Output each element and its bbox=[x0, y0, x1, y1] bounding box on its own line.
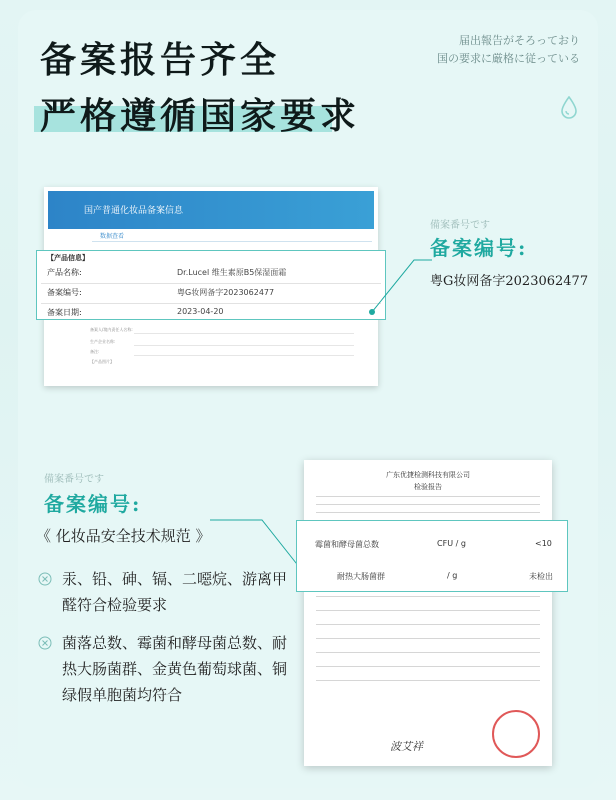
circle-x-icon bbox=[38, 572, 54, 588]
report-result: <10 bbox=[535, 539, 552, 548]
report-result: 未检出 bbox=[529, 572, 553, 581]
japanese-caption-1: 届出報告がそろっており bbox=[459, 34, 580, 47]
japanese-caption-2: 国の要求に厳格に従っている bbox=[437, 52, 580, 65]
bullet-heavy-metals: 汞、铅、砷、镉、二噁烷、游离甲醛符合检验要求 bbox=[62, 570, 288, 614]
page-subtitle: 严格遵循国家要求 bbox=[40, 95, 361, 137]
row-value: 粤G妆网备字2023062477 bbox=[177, 288, 275, 297]
red-seal bbox=[492, 710, 540, 758]
report-line bbox=[316, 504, 540, 505]
report-line bbox=[316, 680, 540, 681]
faint-row: 备案人/境内责任人名称: bbox=[90, 327, 133, 332]
row-value: Dr.Lucel 维生素原B5保湿面霜 bbox=[177, 268, 287, 277]
signature: 波艾祥 bbox=[390, 740, 423, 753]
report-note: 備案番号です bbox=[44, 474, 104, 485]
standard-title: 《 化妆品安全技术规范 》 bbox=[36, 527, 211, 545]
report-line bbox=[316, 652, 540, 653]
report-item: 霉菌和酵母菌总数 bbox=[315, 540, 379, 549]
record-note: 備案番号です bbox=[430, 220, 490, 231]
record-number: 粤G妆网备字2023062477 bbox=[430, 274, 589, 289]
report-line bbox=[316, 638, 540, 639]
faint-row: 生产企业名称: bbox=[90, 339, 116, 344]
report-item: 耐热大肠菌群 bbox=[337, 572, 385, 581]
report-line bbox=[316, 610, 540, 611]
report-company: 广东优捷检测科技有限公司 bbox=[386, 471, 470, 479]
report-heading: 备案编号: bbox=[44, 492, 142, 516]
page-title: 备案报告齐全 bbox=[40, 39, 281, 81]
report-line bbox=[316, 596, 540, 597]
section-label: 【产品信息】 bbox=[47, 254, 89, 262]
report-unit: CFU / g bbox=[437, 539, 466, 548]
report-unit: / g bbox=[447, 571, 458, 580]
faint-row: 备注: bbox=[90, 349, 100, 354]
record-heading: 备案编号: bbox=[430, 236, 528, 260]
report-line bbox=[316, 512, 540, 513]
report-highlight-box bbox=[296, 520, 568, 592]
report-title: 检验报告 bbox=[414, 483, 442, 491]
row-value: 2023-04-20 bbox=[177, 307, 224, 316]
circle-x-icon bbox=[38, 636, 54, 652]
tab-data-view: 数据查看 bbox=[100, 233, 125, 240]
row-label: 产品名称: bbox=[47, 268, 82, 277]
test-report-image bbox=[304, 460, 552, 766]
bullet-microbes: 菌落总数、霉菌和酵母菌总数、耐热大肠菌群、金黄色葡萄球菌、铜绿假单胞菌均符合 bbox=[62, 634, 288, 704]
report-line bbox=[316, 666, 540, 667]
row-label: 备案编号: bbox=[47, 288, 82, 297]
row-label: 备案日期: bbox=[47, 308, 82, 317]
report-line bbox=[316, 624, 540, 625]
faint-row: 【产品图片】 bbox=[90, 359, 114, 364]
report-line bbox=[316, 496, 540, 497]
record-banner-title: 国产普通化妆品备案信息 bbox=[84, 206, 184, 216]
